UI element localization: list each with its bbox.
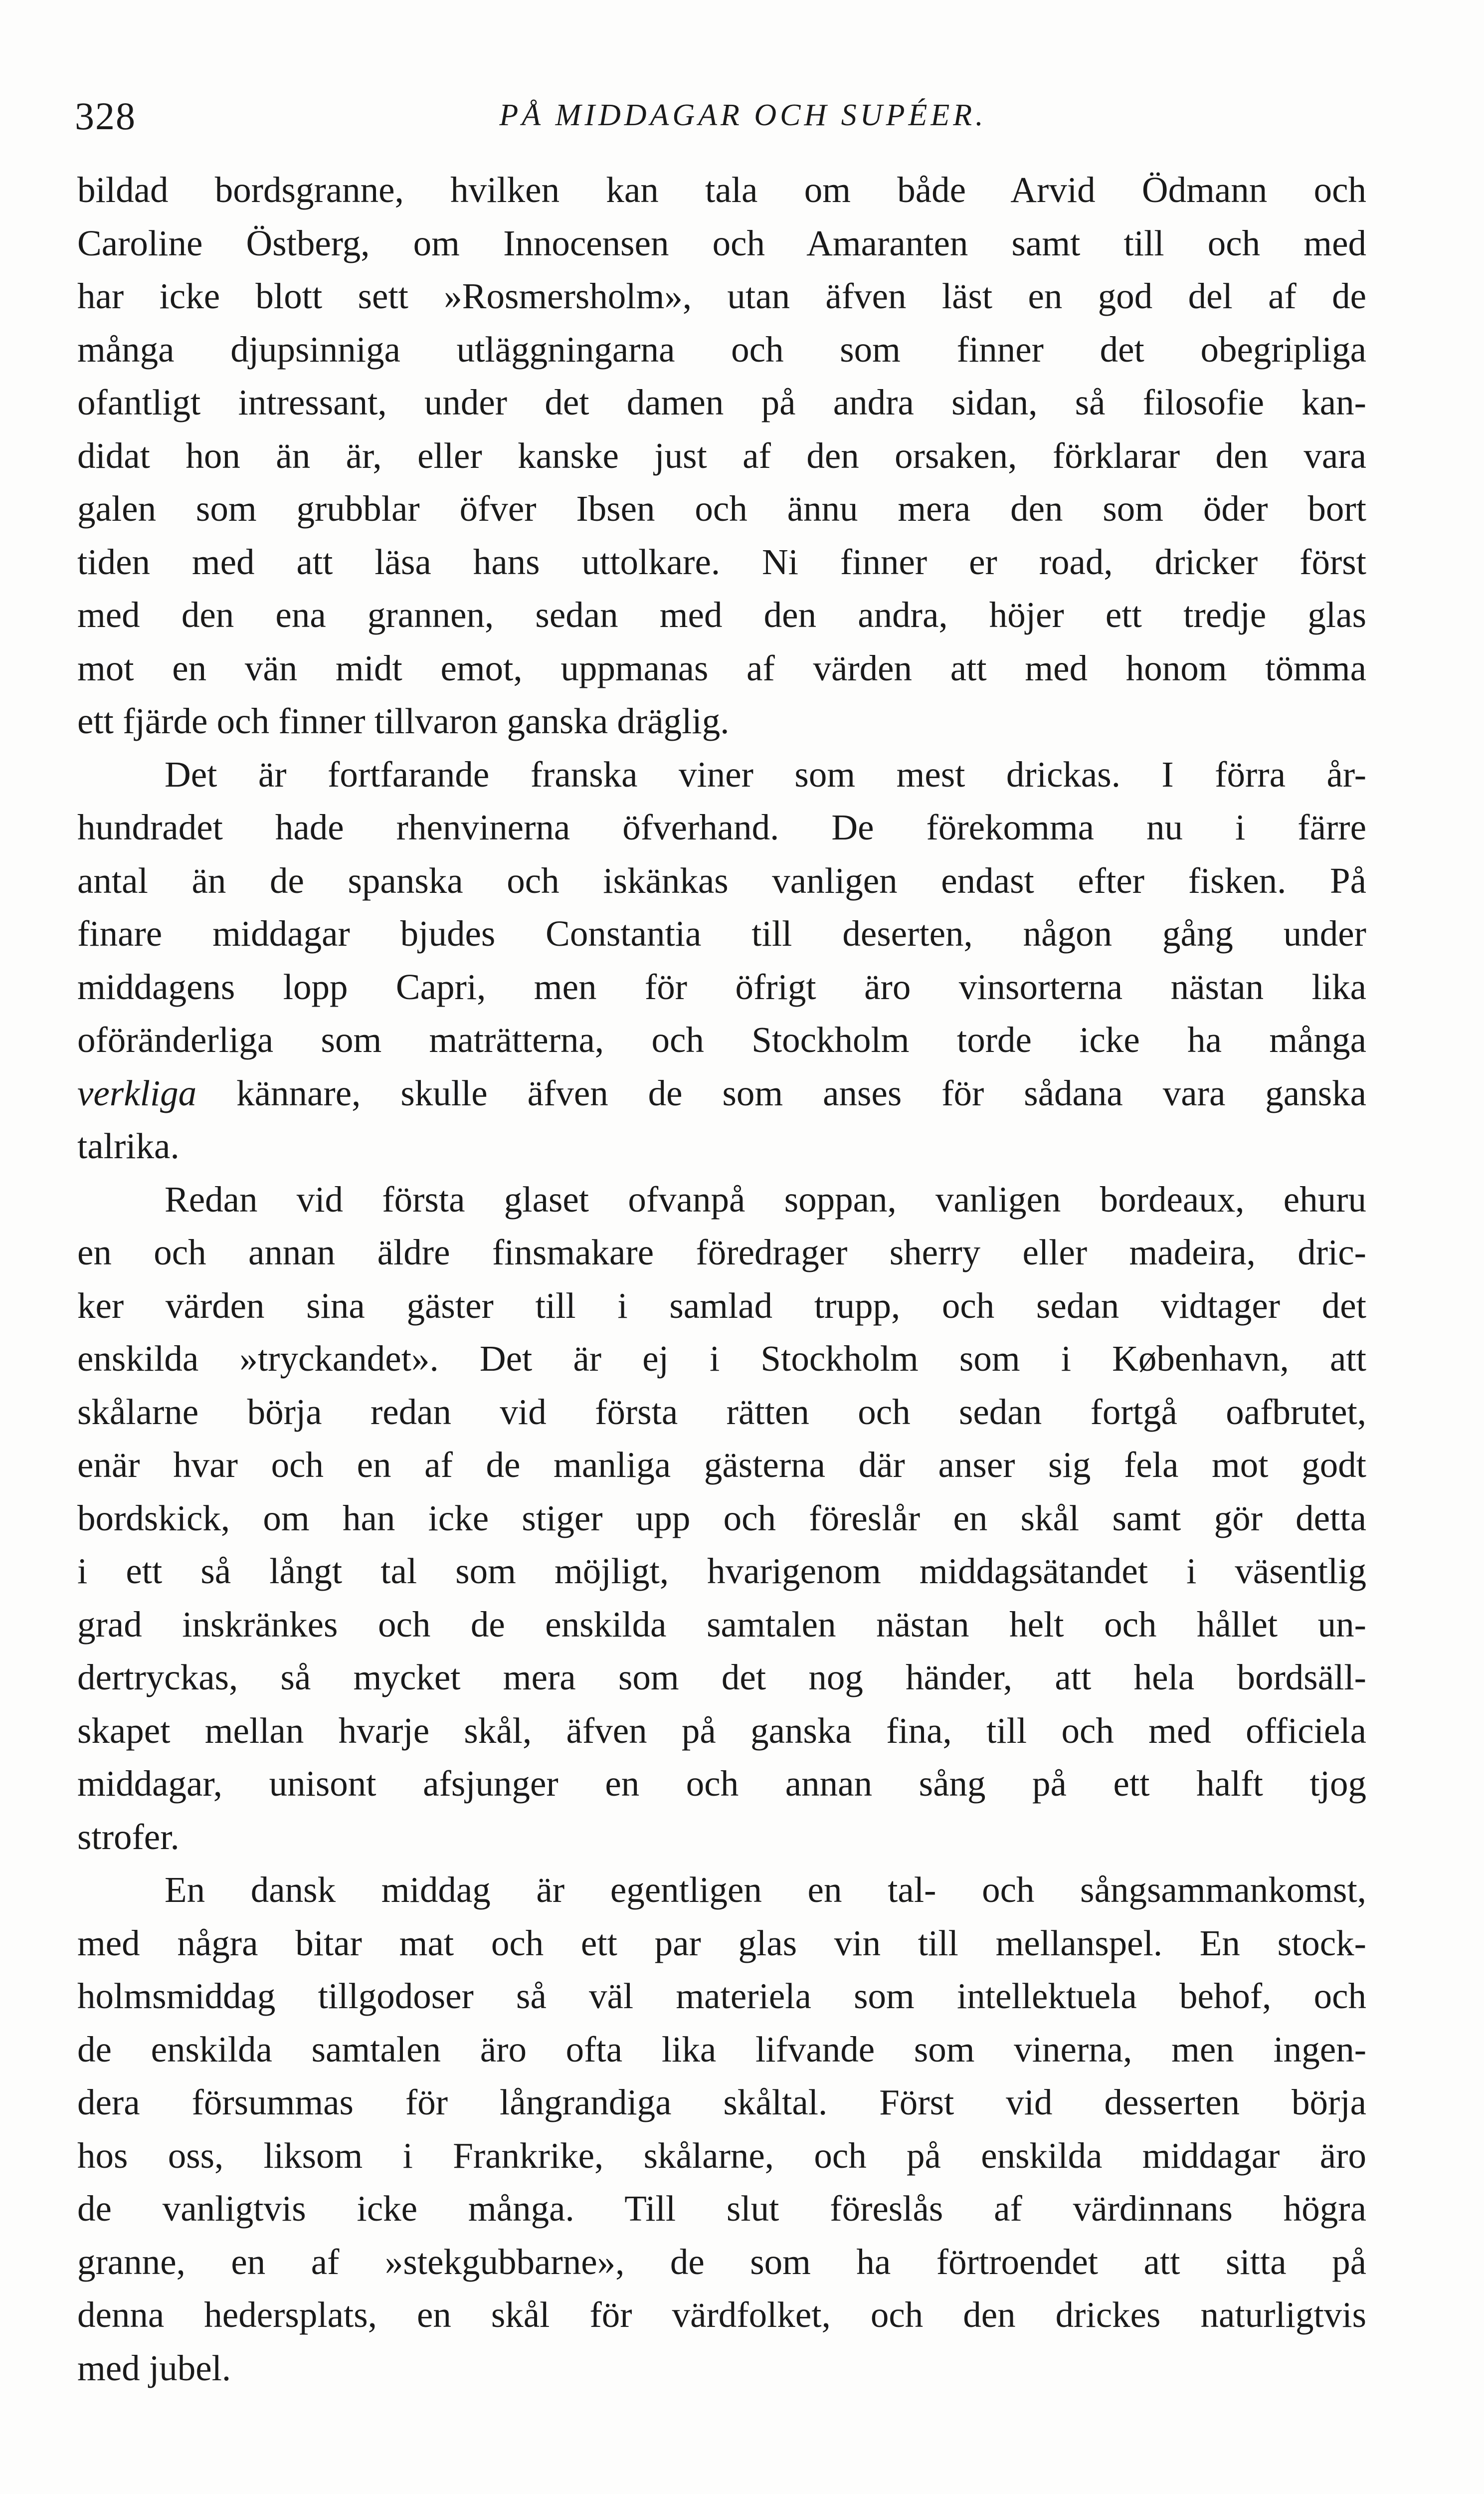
paragraph-start-line: Redan vid första glaset ofvanpå soppan, vanligen bordeaux, ehuru xyxy=(165,1179,1366,1220)
text-line: galen som grubblar öfver Ibsen och ännu mera den som öder bort xyxy=(77,488,1366,529)
text-line: många djupsinniga utläggningarna och som finner det obegripliga xyxy=(77,329,1366,370)
text-line: Caroline Östberg, om Innocensen och Amaranten samt till och med xyxy=(77,222,1366,263)
text-line: enär hvar och en af de manliga gästerna där anser sig fela mot godt xyxy=(77,1445,1366,1485)
paragraph-start-line: En dansk middag är egentligen en tal- och sångsammankomst, xyxy=(165,1870,1366,1910)
text-line: med några bitar mat och ett par glas vin till mellanspel. En stock- xyxy=(77,1922,1366,1963)
text-line: mot en vän midt emot, uppmanas af värden att med honom tömma xyxy=(77,647,1366,688)
text-line: skålarne börja redan vid första rätten och sedan fortgå oafbrutet, xyxy=(77,1391,1366,1432)
text-line: grad inskränkes och de enskilda samtalen nästan helt och hållet un- xyxy=(77,1604,1366,1645)
text-line: ett fjärde och finner tillvaron ganska dräglig. xyxy=(77,701,730,741)
text-line: enskilda »tryckandet». Det är ej i Stockholm som i København, att xyxy=(77,1338,1366,1379)
text-line: granne, en af »stekgubbarne», de som ha förtroendet att sitta på xyxy=(77,2241,1366,2282)
text-line: har icke blott sett »Rosmersholm», utan äfven läst en god del af de xyxy=(77,276,1366,316)
text-line: ker värden sina gäster till i samlad trupp, och sedan vidtager det xyxy=(77,1285,1366,1326)
text-line: i ett så långt tal som möjligt, hvarigenom middagsätandet i väsentlig xyxy=(77,1551,1366,1591)
running-title: PÅ MIDDAGAR OCH SUPÉER. xyxy=(499,98,987,132)
text-line: holmsmiddag tillgodoser så väl materiela som intellektuela behof, och xyxy=(77,1976,1366,2016)
text-line: ofantligt intressant, under det damen på andra sidan, så filosofie kan- xyxy=(77,382,1366,422)
text-line: talrika. xyxy=(77,1126,180,1166)
text-line: med jubel. xyxy=(77,2347,231,2388)
paragraph-start-line: Det är fortfarande franska viner som mest drickas. I förra år- xyxy=(165,754,1366,795)
text-line: de enskilda samtalen äro ofta lika lifvande som vinerna, men ingen- xyxy=(77,2029,1366,2070)
running-head xyxy=(75,75,1411,140)
italic-word: verkliga xyxy=(77,1072,197,1113)
text-line-with-italic xyxy=(77,1067,1366,1120)
text-line: strofer. xyxy=(77,1816,180,1857)
text-line: middagar, unisont afsjunger en och annan sång på ett halft tjog xyxy=(77,1763,1366,1804)
text-line: didat hon än är, eller kanske just af den orsaken, förklarar den vara xyxy=(77,435,1366,476)
text-line: bildad bordsgranne, hvilken kan tala om både Arvid Ödmann och xyxy=(77,170,1366,210)
body-text xyxy=(77,164,1366,2395)
text-line: med den ena grannen, sedan med den andra, höjer ett tredje glas xyxy=(77,595,1366,635)
text-line: hos oss, liksom i Frankrike, skålarne, och på enskilda middagar äro xyxy=(77,2135,1366,2176)
page-number: 328 xyxy=(75,94,136,138)
text-line: de vanligtvis icke många. Till slut föreslås af värdinnans högra xyxy=(77,2188,1366,2229)
text-line: oföränderliga som maträtterna, och Stockholm torde icke ha många xyxy=(77,1020,1366,1060)
text-line: dertryckas, så mycket mera som det nog händer, att hela bordsäll- xyxy=(77,1657,1366,1697)
text-line: denna hedersplats, en skål för värdfolket, och den drickes naturligtvis xyxy=(77,2294,1366,2335)
text-line: hundradet hade rhenvinerna öfverhand. De förekomma nu i färre xyxy=(77,807,1366,847)
text-line: dera försummas för långrandiga skåltal. Först vid desserten börja xyxy=(77,2082,1366,2122)
text-line: finare middagar bjudes Constantia till deserten, någon gång under xyxy=(77,913,1366,954)
text-line: tiden med att läsa hans uttolkare. Ni finner er road, dricker först xyxy=(77,541,1366,582)
text-line: bordskick, om han icke stiger upp och föreslår en skål samt gör detta xyxy=(77,1497,1366,1538)
text-line: antal än de spanska och iskänkas vanligen endast efter fisken. På xyxy=(77,860,1366,901)
text-line: en och annan äldre finsmakare föredrager sherry eller madeira, dric- xyxy=(77,1232,1366,1272)
text-line: skapet mellan hvarje skål, äfven på ganska fina, till och med officiela xyxy=(77,1710,1366,1751)
text-line: middagens lopp Capri, men för öfrigt äro vinsorterna nästan lika xyxy=(77,966,1366,1007)
text-line-rest: kännare, skulle äfven de som anses för sådana vara ganska xyxy=(236,1072,1366,1113)
